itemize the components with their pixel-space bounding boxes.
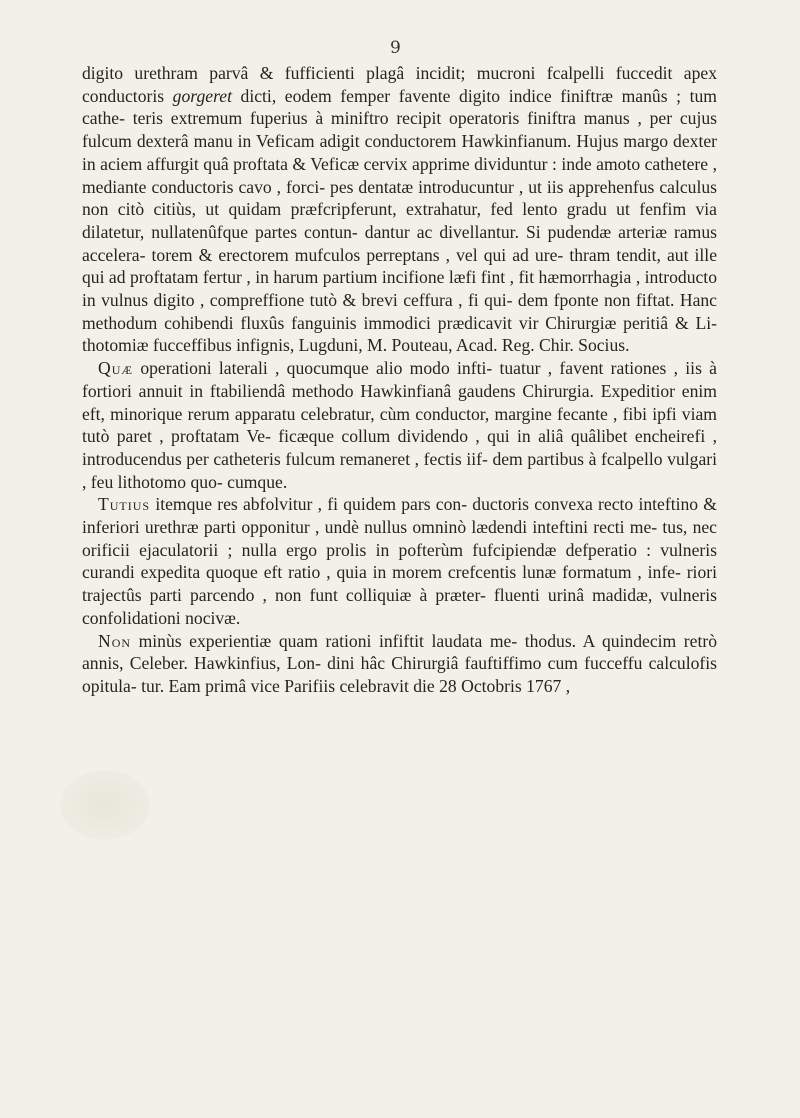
body-text bbox=[82, 62, 717, 698]
paragraph-2 bbox=[82, 357, 717, 493]
paragraph-4-text: minùs experientiæ quam rationi infiftit laudata me- thodus. A quindecim retrò annis, Celeber. Hawkinfius, Lon- dini hâc Chirurgiâ fauftiffimo cum fucceffu calculofis opitula- tur. Eam primâ vice Parifiis celebravit die 28 Octobris 1767 , bbox=[82, 630, 717, 696]
paragraph-4-lead: Non bbox=[98, 630, 132, 651]
paragraph-1-text: digito urethram parvâ & fufficienti plagâ incidit; mucroni fcalpelli fuccedit apex conductoris bbox=[82, 63, 717, 106]
paper-stain bbox=[60, 770, 150, 840]
paragraph-1 bbox=[82, 62, 717, 357]
page-number: 9 bbox=[390, 38, 401, 58]
paragraph-4 bbox=[82, 630, 717, 698]
paragraph-1-italic-term: gorgeret bbox=[172, 85, 232, 106]
paragraph-3 bbox=[82, 493, 717, 629]
paragraph-2-lead: Quæ bbox=[98, 358, 134, 379]
paragraph-1-tail: dicti, eodem femper favente digito indice finiftræ manûs ; tum cathe- teris extremum fuperius à miniftro recipit operatoris finiftra manus , per cujus fulcum dexterâ manu in Veficam adigit conductorem Hawkinfianum. Hujus margo dexter in aciem affurgit quâ proftata & Veficæ cervix apprime dividuntur : inde amoto cathetere , mediante conductoris cavo , forci- pes dentatæ introducuntur , ut iis apprehenfus calculus non citò citiùs, ut quidam præfcripferunt, extrahatur, fed lento gradu ut fenfim via dilatetur, nullatenûfque partes contun- dantur ac divellantur. Si pudendæ arteriæ ramus accelera- torem & erectorem mufculos perreptans , vel qui ad ure- thram tendit, aut ille qui ad proftatam fertur , in harum partium incifione læfi fint , fit hæmorrhagia , introducto in vulnus digito , compreffione tutò & brevi ceffura , fi qui- dem fponte non fiftat. Hanc methodum cohibendi fluxûs fanguinis immodici prædicavit vir Chirurgiæ peritiâ & Li- thotomiæ fucceffibus infignis, Lugduni, M. Pouteau, Acad. Reg. Chir. Socius. bbox=[82, 85, 717, 356]
paragraph-2-text: operationi laterali , quocumque alio modo infti- tuatur , favent rationes , iis à fortiori annuit in ftabiliendâ methodo Hawkinfianâ gaudens Chirurgia. Expeditior enim eft, minorique rerum apparatu celebratur, cùm conductor, margine fecante , fibi ipfi viam tutò paret , proftatam Ve- ficæque collum dividendo , qui in aliâ quâlibet encheirefi , introducendus per catheteris fulcum remaneret , fectis iif- dem partibus à fcalpello vulgari , feu lithotomo quo- cumque. bbox=[82, 358, 717, 492]
paragraph-3-text: itemque res abfolvitur , fi quidem pars con- ductoris convexa recto inteftino & inferiori urethræ parti opponitur , undè nullus omninò lædendi inteftini recti me- tus, nec orificii ejaculatorii ; nulla ergo prolis in pofterùm fufcipiendæ defperatio : vulneris curandi expedita quoque eft ratio , quia in morem crefcentis lunæ formatum , infe- riori trajectûs parti parcendo , non funt colliquiæ à præter- fluenti urinâ madidæ, vulneris confolidationi nocivæ. bbox=[82, 494, 717, 628]
paragraph-3-lead: Tutius bbox=[98, 494, 151, 515]
